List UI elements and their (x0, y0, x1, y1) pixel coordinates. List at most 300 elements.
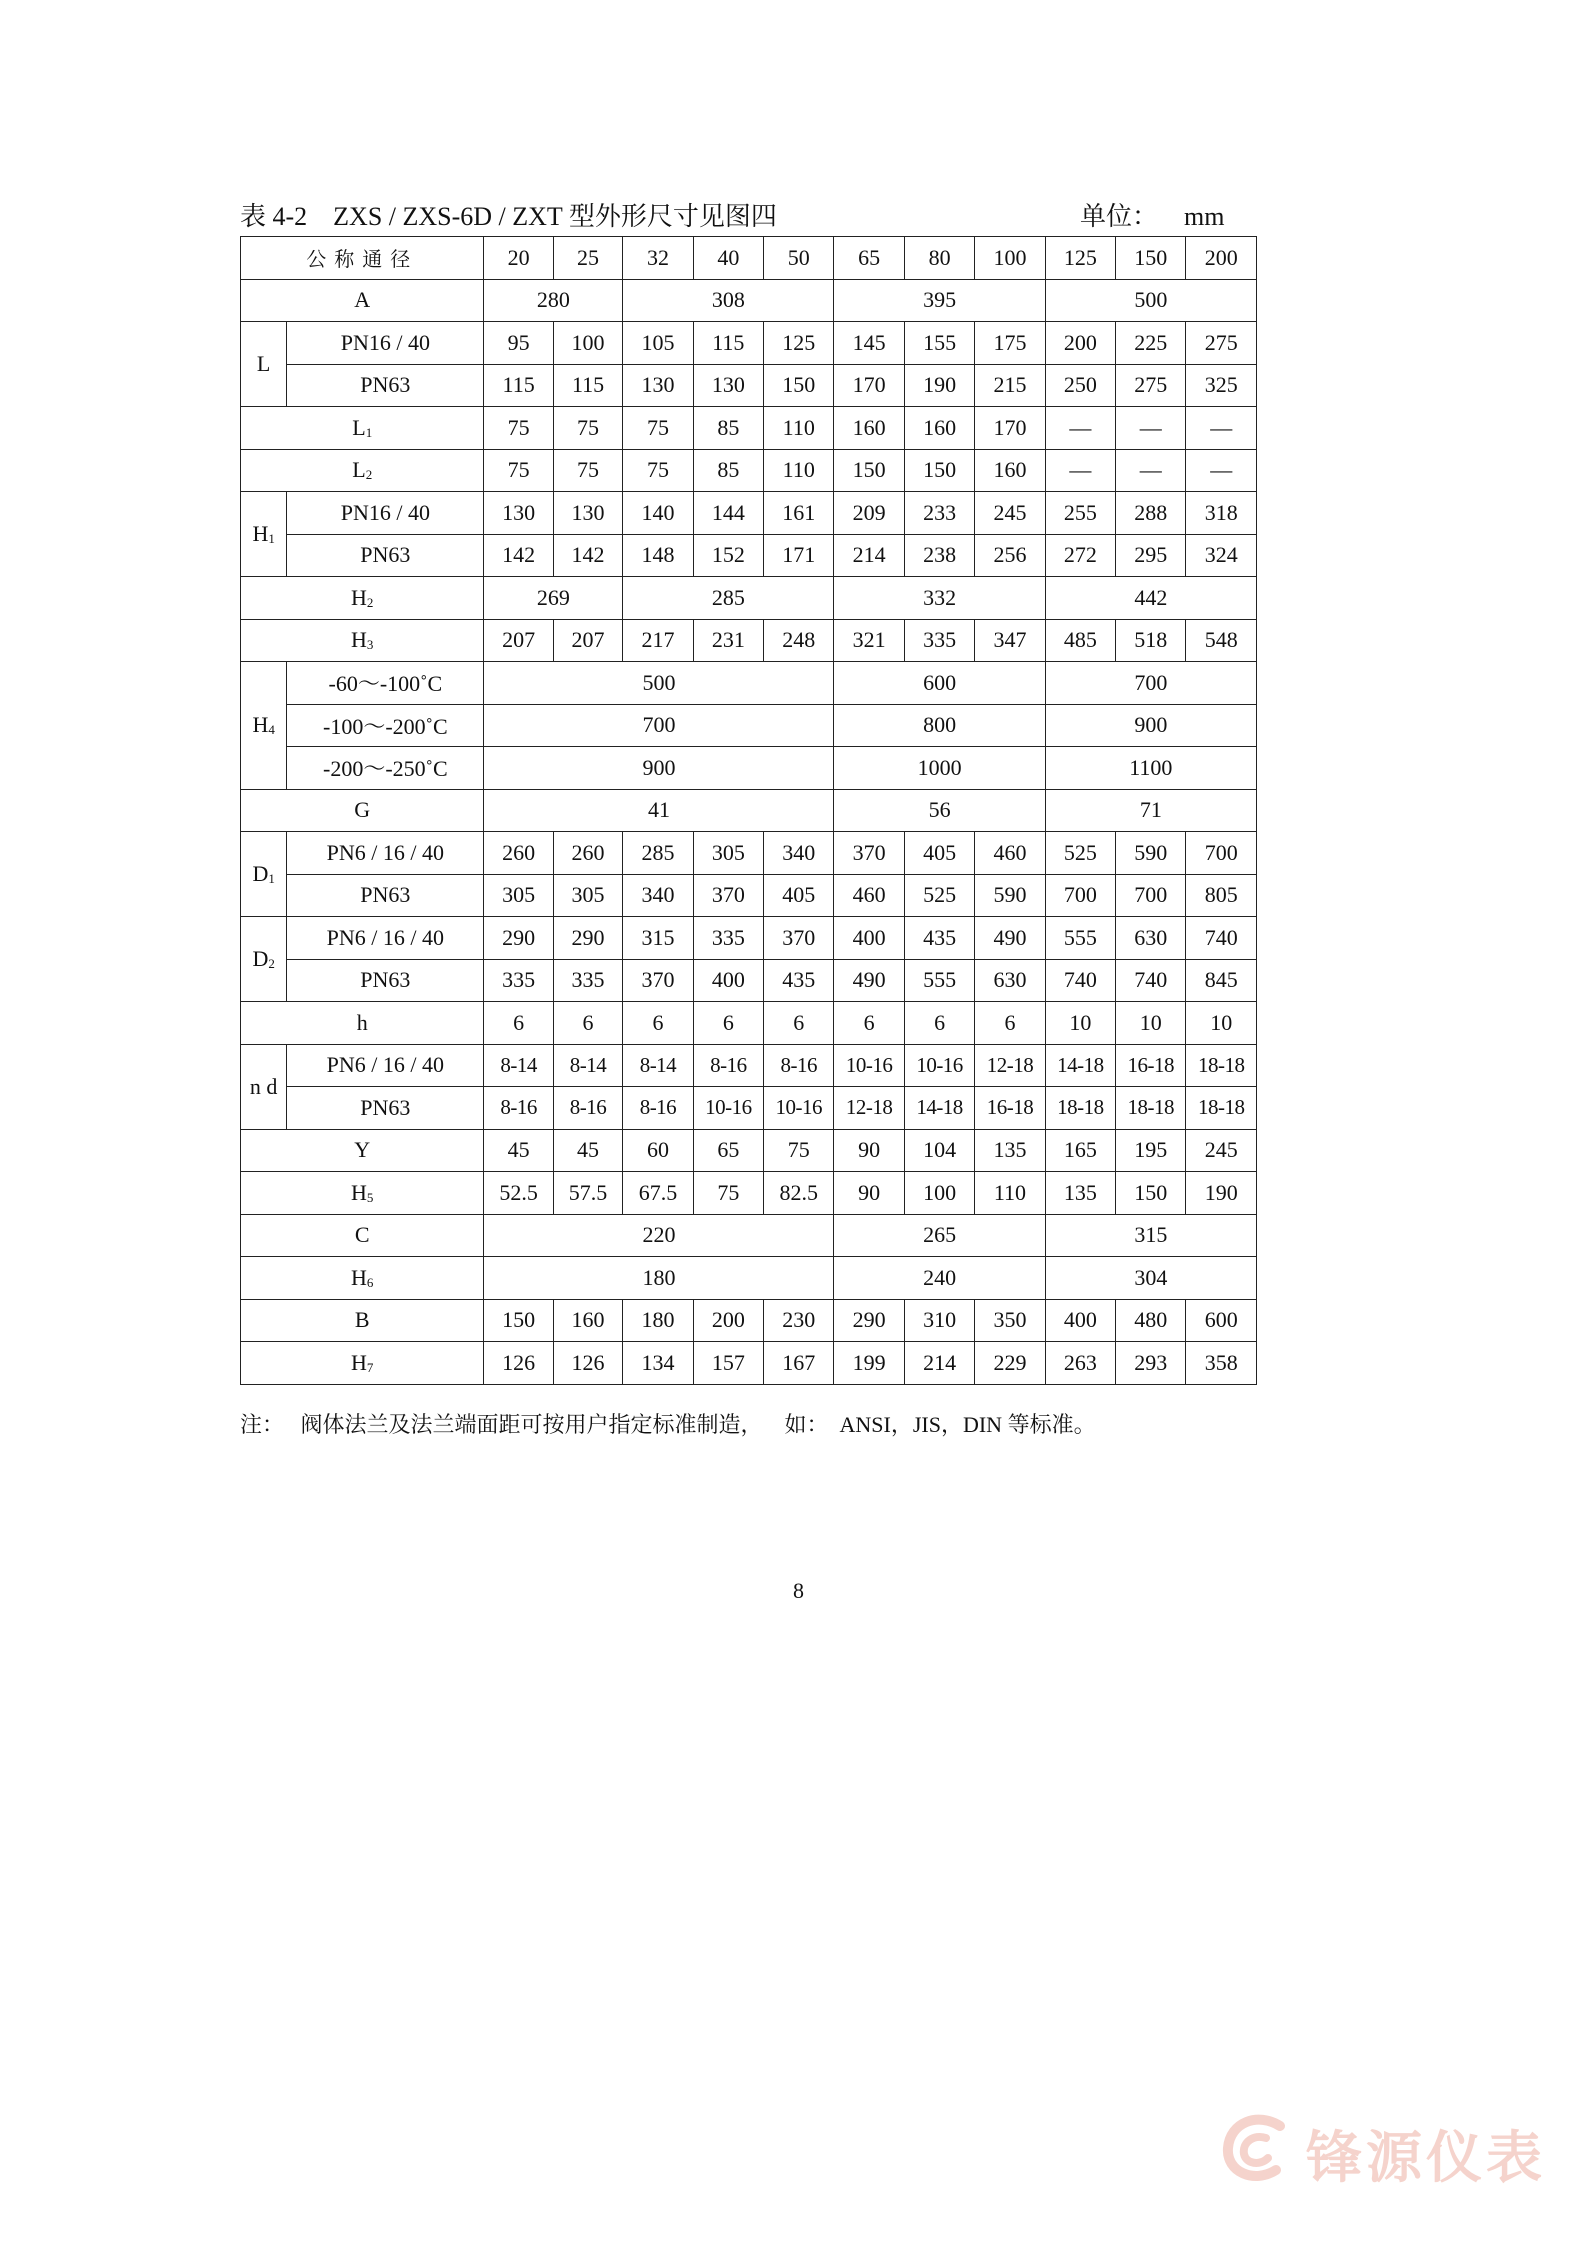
value-cell: 305 (553, 874, 622, 917)
page-number: 8 (793, 1578, 804, 1603)
value-cell: 90 (834, 1172, 904, 1215)
sub-label: PN6 / 16 / 40 (287, 1044, 484, 1087)
row-label-g (241, 789, 484, 832)
row-label-text: H (351, 627, 367, 653)
value-cell: 700 (1045, 874, 1115, 917)
value-cell: 272 (1045, 534, 1115, 577)
row-label-h3 (241, 619, 484, 662)
value-cell: 6 (764, 1002, 834, 1045)
value-cell: 800 (834, 704, 1045, 747)
value-cell: 215 (975, 364, 1045, 407)
row-label-h (241, 1002, 484, 1045)
row-label-subscript: 4 (268, 722, 275, 738)
row-label-subscript: 1 (268, 871, 275, 886)
row-label-text: H (351, 1264, 367, 1290)
value-cell: 150 (1116, 1172, 1186, 1215)
value-cell: 130 (484, 492, 553, 535)
value-cell: 12-18 (975, 1044, 1045, 1087)
value-cell: 134 (623, 1342, 693, 1385)
value-cell: 435 (764, 959, 834, 1002)
value-cell: 171 (764, 534, 834, 577)
value-cell: 10 (1045, 1002, 1115, 1045)
value-cell: 144 (693, 492, 763, 535)
table-row (241, 789, 1257, 832)
value-cell: 130 (553, 492, 622, 535)
value-cell: 230 (764, 1299, 834, 1342)
row-label-text: H (351, 1349, 367, 1375)
value-cell: 135 (975, 1129, 1045, 1172)
value-cell: 332 (834, 577, 1045, 620)
header-size-cell: 50 (764, 237, 834, 280)
value-cell: 395 (834, 279, 1045, 322)
value-cell: 318 (1186, 492, 1257, 535)
row-label-nd (241, 1044, 287, 1129)
table-row (241, 1299, 1257, 1342)
value-cell: 335 (553, 959, 622, 1002)
value-cell: 370 (693, 874, 763, 917)
table-row (241, 449, 1257, 492)
value-cell: 105 (623, 322, 693, 365)
value-cell: 315 (1045, 1214, 1256, 1257)
value-cell: 256 (975, 534, 1045, 577)
value-cell: 350 (975, 1299, 1045, 1342)
value-cell: 130 (623, 364, 693, 407)
sub-label: PN16 / 40 (287, 322, 484, 365)
value-cell: 238 (904, 534, 974, 577)
value-cell: 405 (904, 832, 974, 875)
value-cell: 217 (623, 619, 693, 662)
value-cell: 6 (904, 1002, 974, 1045)
row-label-text: D (252, 861, 269, 886)
value-cell: 630 (1116, 917, 1186, 960)
table-row (241, 747, 1257, 790)
dimension-table (240, 236, 1257, 1385)
value-cell: 370 (623, 959, 693, 1002)
value-cell: 6 (484, 1002, 553, 1045)
table-title: 表 4-2 ZXS / ZXS-6D / ZXT 型外形尺寸见图四 (240, 202, 777, 231)
value-cell: 95 (484, 322, 553, 365)
value-cell: 170 (975, 407, 1045, 450)
row-label-subscript: 6 (366, 1274, 374, 1290)
value-cell: 85 (693, 407, 763, 450)
value-cell: — (1116, 407, 1186, 450)
table-row (241, 1342, 1257, 1385)
table-row (241, 619, 1257, 662)
value-cell: 260 (484, 832, 553, 875)
value-cell: 18-18 (1045, 1087, 1115, 1130)
value-cell: 480 (1116, 1299, 1186, 1342)
table-row (241, 1002, 1257, 1045)
value-cell: 1000 (834, 747, 1045, 790)
value-cell: 190 (1186, 1172, 1257, 1215)
value-cell: — (1186, 449, 1257, 492)
header-size-cell: 200 (1186, 237, 1257, 280)
table-row (241, 832, 1257, 875)
sub-label: PN63 (287, 1087, 484, 1130)
value-cell: 245 (1186, 1129, 1257, 1172)
row-label-d2 (241, 917, 287, 1002)
value-cell: 845 (1186, 959, 1257, 1002)
table-row (241, 1087, 1257, 1130)
row-label-h1 (241, 492, 287, 577)
value-cell: 290 (553, 917, 622, 960)
value-cell: 340 (764, 832, 834, 875)
row-label-text: C (354, 1222, 370, 1248)
table-row (241, 407, 1257, 450)
value-cell: 135 (1045, 1172, 1115, 1215)
value-cell: 110 (764, 407, 834, 450)
table-row (241, 577, 1257, 620)
value-cell: 10-16 (904, 1044, 974, 1087)
value-cell: 600 (834, 662, 1045, 705)
row-label-text: n d (249, 1073, 278, 1099)
value-cell: 370 (764, 917, 834, 960)
value-cell: 335 (904, 619, 974, 662)
value-cell: 290 (834, 1299, 904, 1342)
sub-label: PN63 (287, 534, 484, 577)
value-cell: 400 (693, 959, 763, 1002)
value-cell: 10 (1116, 1002, 1186, 1045)
value-cell: 145 (834, 322, 904, 365)
value-cell: 630 (975, 959, 1045, 1002)
value-cell: 12-18 (834, 1087, 904, 1130)
value-cell: 263 (1045, 1342, 1115, 1385)
table-caption (240, 196, 1260, 230)
table-row (241, 1214, 1257, 1257)
value-cell: 161 (764, 492, 834, 535)
footnote: 注： 阀体法兰及法兰端面距可按用户指定标准制造， 如： ANSI，JIS，DIN 等标准。 (240, 1412, 1096, 1437)
value-cell: — (1045, 407, 1115, 450)
value-cell: 8-16 (764, 1044, 834, 1087)
row-label-subscript: 2 (268, 956, 275, 971)
value-cell: 75 (553, 449, 622, 492)
value-cell: 71 (1045, 789, 1256, 832)
value-cell: 8-16 (484, 1087, 553, 1130)
row-label-subscript: 1 (365, 424, 373, 440)
value-cell: 233 (904, 492, 974, 535)
value-cell: 65 (693, 1129, 763, 1172)
value-cell: — (1045, 449, 1115, 492)
table-row (241, 279, 1257, 322)
table-row (241, 1172, 1257, 1215)
value-cell: 160 (975, 449, 1045, 492)
value-cell: 175 (975, 322, 1045, 365)
value-cell: 200 (1045, 322, 1115, 365)
value-cell: 8-14 (553, 1044, 622, 1087)
value-cell: 167 (764, 1342, 834, 1385)
row-label-text: L (352, 414, 366, 440)
value-cell: 75 (553, 407, 622, 450)
value-cell: 126 (484, 1342, 553, 1385)
value-cell: 82.5 (764, 1172, 834, 1215)
value-cell: 275 (1186, 322, 1257, 365)
table-row (241, 1044, 1257, 1087)
value-cell: 56 (834, 789, 1045, 832)
value-cell: 104 (904, 1129, 974, 1172)
value-cell: 209 (834, 492, 904, 535)
value-cell: 18-18 (1116, 1087, 1186, 1130)
value-cell: 75 (623, 407, 693, 450)
value-cell: 324 (1186, 534, 1257, 577)
value-cell: 155 (904, 322, 974, 365)
value-cell: 8-16 (693, 1044, 763, 1087)
value-cell: 150 (834, 449, 904, 492)
sub-label: PN16 / 40 (287, 492, 484, 535)
value-cell: 199 (834, 1342, 904, 1385)
value-cell: 700 (1186, 832, 1257, 875)
value-cell: 180 (623, 1299, 693, 1342)
value-cell: 229 (975, 1342, 1045, 1385)
value-cell: 195 (1116, 1129, 1186, 1172)
value-cell: 555 (1045, 917, 1115, 960)
value-cell: 255 (1045, 492, 1115, 535)
sub-label: PN6 / 16 / 40 (287, 832, 484, 875)
value-cell: 10-16 (834, 1044, 904, 1087)
row-label-text: G (354, 797, 371, 823)
value-cell: 140 (623, 492, 693, 535)
value-cell: 290 (484, 917, 553, 960)
value-cell: 67.5 (623, 1172, 693, 1215)
row-label-text: D (252, 946, 269, 971)
value-cell: 275 (1116, 364, 1186, 407)
value-cell: 358 (1186, 1342, 1257, 1385)
value-cell: 460 (834, 874, 904, 917)
value-cell: 265 (834, 1214, 1045, 1257)
value-cell: — (1116, 449, 1186, 492)
value-cell: 75 (484, 407, 553, 450)
value-cell: 590 (1116, 832, 1186, 875)
value-cell: 548 (1186, 619, 1257, 662)
row-label-text: H (252, 521, 269, 546)
value-cell: 115 (553, 364, 622, 407)
value-cell: 160 (553, 1299, 622, 1342)
value-cell: 41 (484, 789, 834, 832)
value-cell: 45 (484, 1129, 553, 1172)
row-label-text: H (252, 712, 269, 738)
table-row (241, 364, 1257, 407)
row-label-h6 (241, 1257, 484, 1300)
value-cell: 288 (1116, 492, 1186, 535)
header-size-cell: 150 (1116, 237, 1186, 280)
row-label-h2 (241, 577, 484, 620)
value-cell: 100 (904, 1172, 974, 1215)
value-cell: 400 (834, 917, 904, 960)
value-cell: 125 (764, 322, 834, 365)
value-cell: 740 (1186, 917, 1257, 960)
value-cell: 18-18 (1186, 1087, 1257, 1130)
header-size-cell: 80 (904, 237, 974, 280)
header-size-cell: 100 (975, 237, 1045, 280)
watermark (1218, 2108, 1578, 2191)
sub-label: -200～-250˚C (287, 747, 484, 790)
table-row (241, 662, 1257, 705)
value-cell: 405 (764, 874, 834, 917)
row-label-subscript: 1 (268, 531, 275, 546)
value-cell: 10-16 (693, 1087, 763, 1130)
value-cell: 75 (484, 449, 553, 492)
value-cell: 152 (693, 534, 763, 577)
value-cell: 442 (1045, 577, 1256, 620)
value-cell: 293 (1116, 1342, 1186, 1385)
value-cell: 45 (553, 1129, 622, 1172)
value-cell: 6 (975, 1002, 1045, 1045)
value-cell: 170 (834, 364, 904, 407)
value-cell: 142 (553, 534, 622, 577)
value-cell: 75 (693, 1172, 763, 1215)
value-cell: 130 (693, 364, 763, 407)
value-cell: 110 (975, 1172, 1045, 1215)
value-cell: 165 (1045, 1129, 1115, 1172)
value-cell: 525 (1045, 832, 1115, 875)
value-cell: 460 (975, 832, 1045, 875)
sub-label: PN63 (287, 364, 484, 407)
value-cell: 16-18 (975, 1087, 1045, 1130)
value-cell: 805 (1186, 874, 1257, 917)
value-cell: 248 (764, 619, 834, 662)
value-cell: 190 (904, 364, 974, 407)
value-cell: 207 (484, 619, 553, 662)
value-cell: 150 (764, 364, 834, 407)
value-cell: 305 (484, 874, 553, 917)
value-cell: 900 (484, 747, 834, 790)
value-cell: 52.5 (484, 1172, 553, 1215)
header-size-cell: 65 (834, 237, 904, 280)
value-cell: 6 (553, 1002, 622, 1045)
value-cell: 14-18 (904, 1087, 974, 1130)
table-row (241, 917, 1257, 960)
value-cell: 220 (484, 1214, 834, 1257)
value-cell: 8-16 (623, 1087, 693, 1130)
value-cell: 305 (693, 832, 763, 875)
table-row (241, 534, 1257, 577)
value-cell: 10 (1186, 1002, 1257, 1045)
value-cell: 157 (693, 1342, 763, 1385)
value-cell: 700 (1116, 874, 1186, 917)
row-label-y (241, 1129, 484, 1172)
value-cell: 280 (484, 279, 623, 322)
row-label-text: H (351, 584, 367, 610)
value-cell: 126 (553, 1342, 622, 1385)
row-label-text: L (256, 351, 271, 376)
value-cell: 245 (975, 492, 1045, 535)
sub-label: -60～-100˚C (287, 662, 484, 705)
value-cell: 285 (623, 832, 693, 875)
value-cell: 900 (1045, 704, 1256, 747)
table-row (241, 492, 1257, 535)
watermark-text: 锋源仪表 (1306, 2126, 1546, 2191)
value-cell: 60 (623, 1129, 693, 1172)
row-label-subscript: 5 (366, 1189, 374, 1205)
value-cell: 10-16 (764, 1087, 834, 1130)
row-label-text: L (352, 457, 366, 483)
value-cell: 8-14 (623, 1044, 693, 1087)
value-cell: 500 (1045, 279, 1256, 322)
value-cell: 485 (1045, 619, 1115, 662)
sub-label: PN63 (287, 959, 484, 1002)
value-cell: 310 (904, 1299, 974, 1342)
value-cell: 57.5 (553, 1172, 622, 1215)
value-cell: 8-14 (484, 1044, 553, 1087)
value-cell: 240 (834, 1257, 1045, 1300)
value-cell: 335 (693, 917, 763, 960)
row-label-l2 (241, 449, 484, 492)
value-cell: 115 (484, 364, 553, 407)
value-cell: 260 (553, 832, 622, 875)
value-cell: 347 (975, 619, 1045, 662)
value-cell: 269 (484, 577, 623, 620)
value-cell: 75 (623, 449, 693, 492)
value-cell: 555 (904, 959, 974, 1002)
row-label-c (241, 1214, 484, 1257)
value-cell: 6 (693, 1002, 763, 1045)
row-label-h7 (241, 1342, 484, 1385)
value-cell: 207 (553, 619, 622, 662)
value-cell: 285 (623, 577, 834, 620)
row-label-b (241, 1299, 484, 1342)
row-label-text: H (351, 1179, 367, 1205)
row-label-l1 (241, 407, 484, 450)
row-label-subscript: 2 (365, 467, 373, 483)
value-cell: 321 (834, 619, 904, 662)
table-row (241, 322, 1257, 365)
value-cell: 90 (834, 1129, 904, 1172)
sub-label: PN6 / 16 / 40 (287, 917, 484, 960)
value-cell: 160 (904, 407, 974, 450)
header-size-cell: 32 (623, 237, 693, 280)
value-cell: 490 (975, 917, 1045, 960)
row-label-subscript: 7 (366, 1359, 374, 1375)
header-row (241, 237, 1257, 280)
swirl-logo-icon (1218, 2108, 1298, 2188)
value-cell: 308 (623, 279, 834, 322)
value-cell: 100 (553, 322, 622, 365)
value-cell: 315 (623, 917, 693, 960)
row-label-d1 (241, 832, 287, 917)
value-cell: 518 (1116, 619, 1186, 662)
table-body (241, 237, 1257, 1385)
value-cell: 85 (693, 449, 763, 492)
value-cell: 160 (834, 407, 904, 450)
value-cell: 231 (693, 619, 763, 662)
value-cell: 8-16 (553, 1087, 622, 1130)
table-row (241, 959, 1257, 1002)
value-cell: 6 (834, 1002, 904, 1045)
value-cell: 115 (693, 322, 763, 365)
value-cell: 214 (904, 1342, 974, 1385)
header-size-cell: 20 (484, 237, 553, 280)
value-cell: 16-18 (1116, 1044, 1186, 1087)
value-cell: 435 (904, 917, 974, 960)
sub-label: -100～-200˚C (287, 704, 484, 747)
value-cell: 1100 (1045, 747, 1256, 790)
value-cell: 150 (904, 449, 974, 492)
value-cell: 214 (834, 534, 904, 577)
value-cell: 500 (484, 662, 834, 705)
sub-label: PN63 (287, 874, 484, 917)
value-cell: 6 (623, 1002, 693, 1045)
value-cell: 18-18 (1186, 1044, 1257, 1087)
value-cell: 340 (623, 874, 693, 917)
value-cell: 250 (1045, 364, 1115, 407)
table-row (241, 1129, 1257, 1172)
value-cell: 400 (1045, 1299, 1115, 1342)
table-row (241, 1257, 1257, 1300)
row-label-subscript: 3 (366, 637, 374, 653)
value-cell: — (1186, 407, 1257, 450)
row-label-text: A (354, 287, 371, 313)
value-cell: 110 (764, 449, 834, 492)
row-label-a (241, 279, 484, 322)
